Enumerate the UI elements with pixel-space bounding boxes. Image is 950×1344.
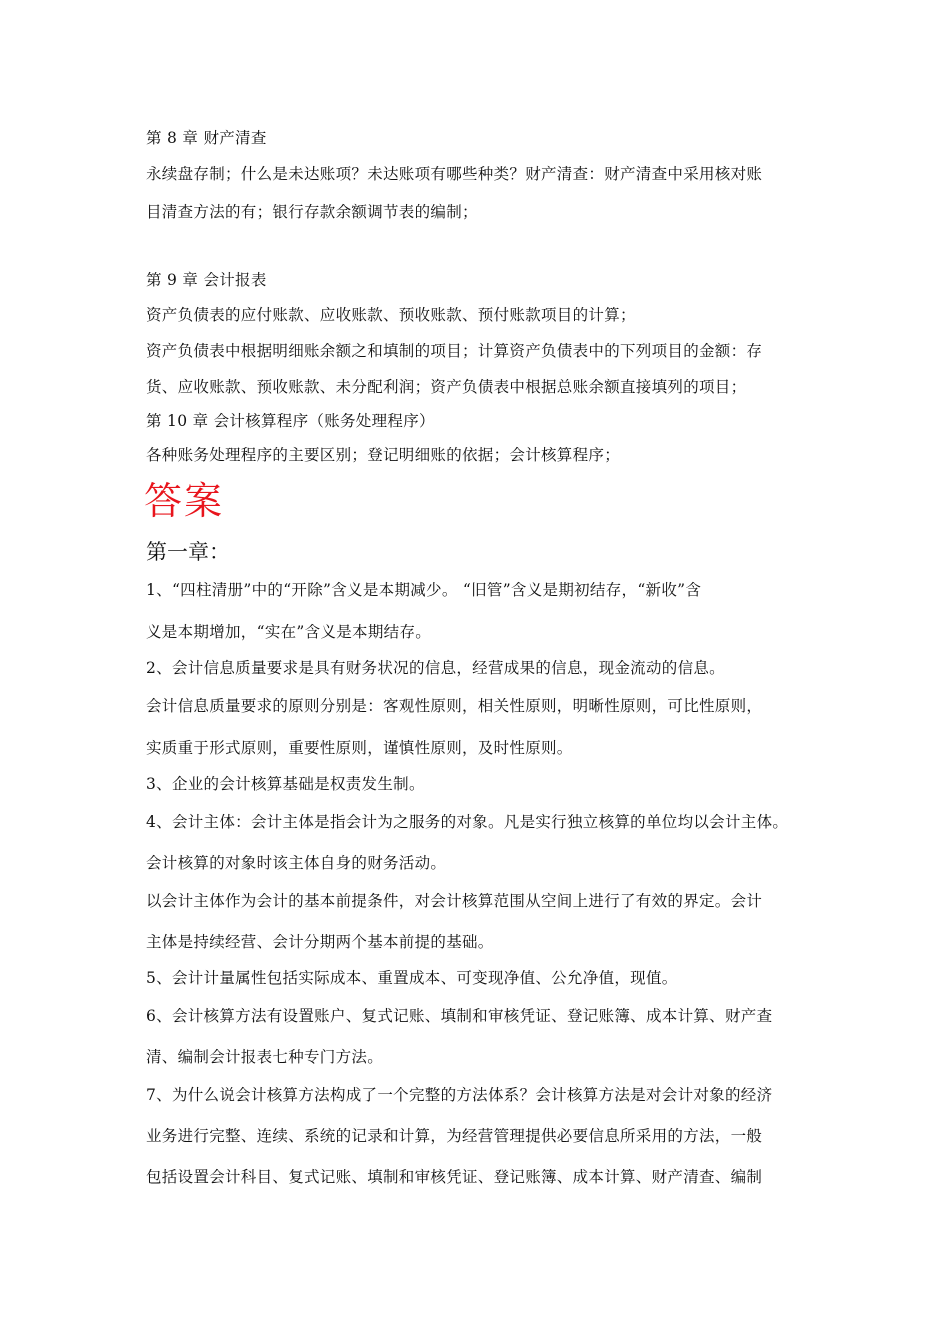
answer-line: 6、会计核算方法有设置账户、复式记账、填制和审核凭证、登记账簿、成本计算、财产查	[146, 1007, 773, 1025]
chapter-9-text-line: 资产负债表中根据明细账余额之和填制的项目；计算资产负债表中的下列项目的金额：存	[146, 342, 763, 360]
answers-chapter-one-heading: 第一章：	[146, 540, 230, 564]
answer-line: 义是本期增加，“实在”含义是本期结存。	[146, 623, 432, 641]
chapter-8-text-line: 永续盘存制；什么是未达账项？未达账项有哪些种类？财产清查：财产清查中采用核对账	[146, 165, 763, 183]
chapter-9-heading: 第 9 章 会计报表	[146, 271, 267, 289]
chapter-9-text-line: 货、应收账款、预收账款、未分配利润；资产负债表中根据总账余额直接填列的项目；	[146, 378, 747, 396]
chapter-10-heading: 第 10 章 会计核算程序（账务处理程序）	[146, 412, 435, 430]
chapter-8-heading: 第 8 章 财产清查	[146, 129, 267, 147]
answer-line: 5、会计计量属性包括实际成本、重置成本、可变现净值、公允净值，现值。	[146, 969, 678, 987]
answer-line: 以会计主体作为会计的基本前提条件，对会计核算范围从空间上进行了有效的界定。会计	[146, 892, 763, 910]
answer-line: 1、“四柱清册”中的“开除”含义是本期减少。 “旧管”含义是期初结存，“新收”含	[146, 581, 702, 599]
chapter-8-text-line: 目清查方法的有；银行存款余额调节表的编制；	[146, 203, 478, 221]
answer-line: 4、会计主体：会计主体是指会计为之服务的对象。凡是实行独立核算的单位均以会计主体。	[146, 813, 789, 831]
answer-line: 2、会计信息质量要求是具有财务状况的信息，经营成果的信息，现金流动的信息。	[146, 659, 725, 677]
answer-line: 主体是持续经营、会计分期两个基本前提的基础。	[146, 933, 494, 951]
answer-line: 7、为什么说会计核算方法构成了一个完整的方法体系？会计核算方法是对会计对象的经济	[146, 1086, 773, 1104]
answer-line: 3、企业的会计核算基础是权责发生制。	[146, 775, 425, 793]
answer-line: 业务进行完整、连续、系统的记录和计算，为经营管理提供必要信息所采用的方法，一般	[146, 1127, 763, 1145]
answer-line: 清、编制会计报表七种专门方法。	[146, 1048, 384, 1066]
chapter-9-text-line: 资产负债表的应付账款、应收账款、预收账款、预付账款项目的计算；	[146, 306, 636, 324]
chapter-10-text-line: 各种账务处理程序的主要区别；登记明细账的依据；会计核算程序；	[146, 446, 621, 464]
answer-line: 会计核算的对象时该主体自身的财务活动。	[146, 854, 447, 872]
answer-line: 会计信息质量要求的原则分别是：客观性原则，相关性原则，明晰性原则，可比性原则，	[146, 697, 763, 715]
answer-line: 实质重于形式原则，重要性原则，谨慎性原则，及时性原则。	[146, 739, 573, 757]
answer-line: 包括设置会计科目、复式记账、填制和审核凭证、登记账簿、成本计算、财产清查、编制	[146, 1168, 763, 1186]
answers-title: 答案	[144, 479, 225, 523]
